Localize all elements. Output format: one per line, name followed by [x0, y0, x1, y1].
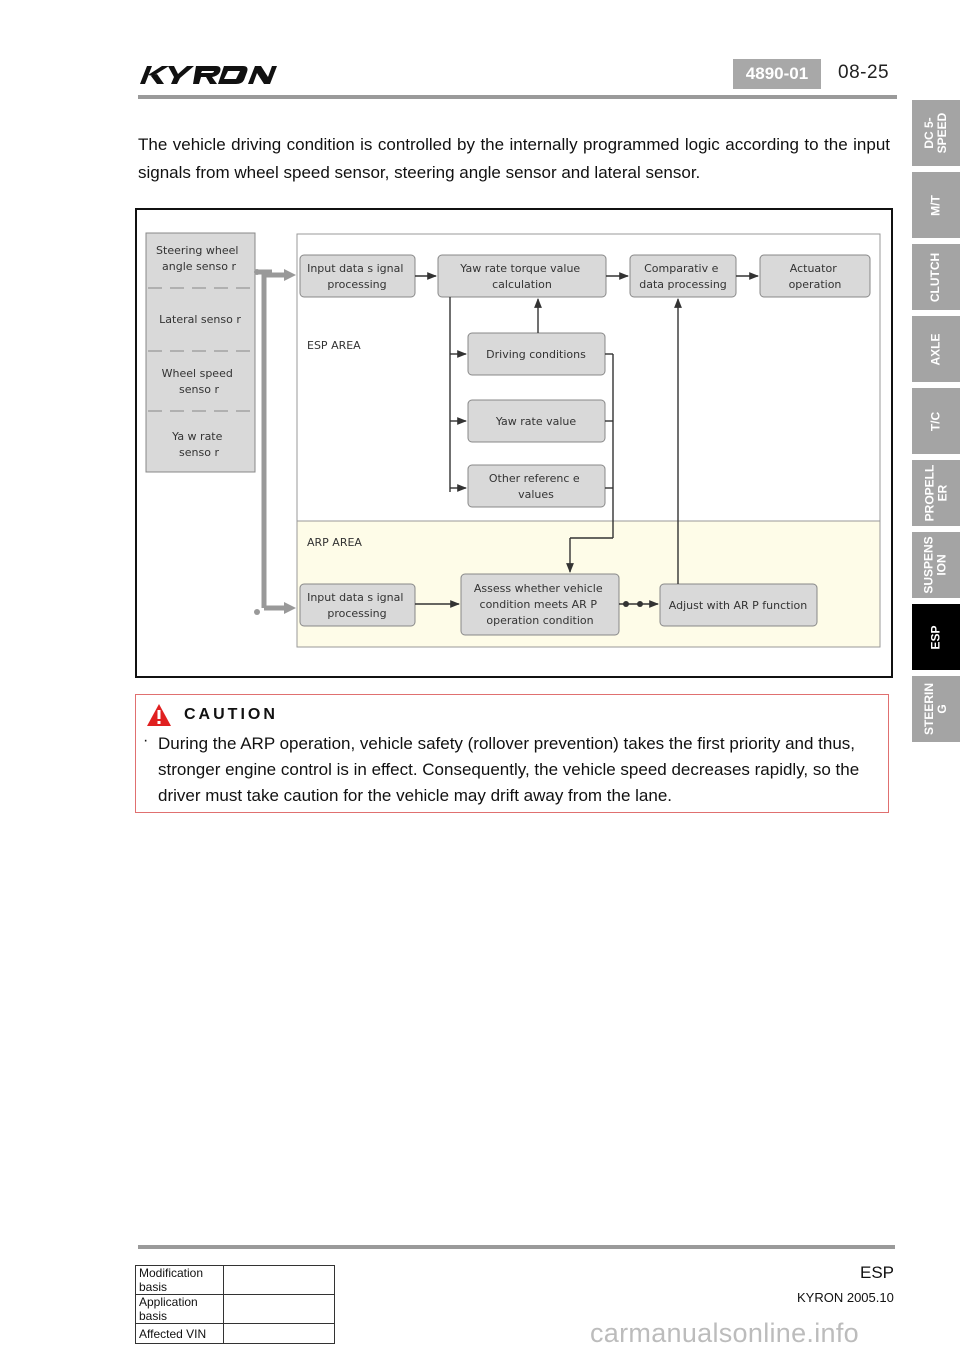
kyron-logo	[138, 62, 278, 88]
page-number: 08-25	[838, 62, 890, 83]
table-cell-label: Application basis	[136, 1295, 224, 1324]
intro-paragraph: The vehicle driving condition is controlled by the internally programmed logic according to the input signals from wheel speed sensor, steering angle sensor and lateral sensor.	[138, 135, 890, 182]
table-cell-value	[224, 1295, 335, 1324]
watermark-text: carmanualsonline.info	[590, 1318, 859, 1348]
actuator-operation-label: Actuator operation	[788, 262, 842, 291]
side-tab-steering[interactable]: STEERIN G	[912, 676, 960, 742]
esp-area-label: ESP AREA	[307, 339, 361, 352]
table-cell-value	[224, 1324, 335, 1344]
footer-divider	[138, 1245, 895, 1249]
arp-area-label: ARP AREA	[307, 536, 362, 549]
modification-table	[135, 1265, 335, 1344]
kyron-logo-graphic	[138, 62, 278, 88]
other-reference-label: Other referenc e values	[488, 472, 580, 501]
table-cell-label: Affected VIN	[136, 1324, 224, 1344]
table-row	[136, 1295, 335, 1324]
adjust-arp-function-label: Adjust with AR P function	[668, 599, 808, 612]
caution-text: During the ARP operation, vehicle safety (rollover prevention) takes the first priority and thus, stronger engine control is in effect. Consequently, the vehicle speed decreases rapidly, so the driver must take caution for the vehicle may drift away from the lane.	[158, 734, 860, 805]
side-tab-propeller[interactable]: PROPELL ER	[912, 460, 960, 526]
caution-title: CAUTION	[184, 706, 278, 723]
table-row	[136, 1266, 335, 1295]
sensor-steering-angle: Steering wheel angle senso r	[156, 244, 239, 273]
side-tab-dc5-speed[interactable]: DC 5- SPEED	[912, 100, 960, 166]
table-cell-value	[224, 1266, 335, 1295]
side-tab-mt[interactable]: M/T	[912, 172, 960, 238]
footer-section-name: ESP	[860, 1263, 895, 1282]
side-tab-esp[interactable]: ESP	[912, 604, 960, 670]
side-tab-clutch[interactable]: CLUTCH	[912, 244, 960, 310]
yaw-rate-value-label: Yaw rate value	[495, 415, 577, 428]
caution-bullet: ·	[143, 732, 149, 749]
table-row	[136, 1324, 335, 1344]
arp-input-processing-label: Input data s ignal processing	[307, 591, 404, 620]
sensor-yaw-rate: Ya w rate senso r	[172, 430, 223, 459]
document-code-badge: 4890-01	[733, 59, 821, 89]
table-cell-label: Modification basis	[136, 1266, 224, 1295]
warning-triangle-icon	[146, 703, 172, 727]
side-tab-axle[interactable]: AXLE	[912, 316, 960, 382]
footer-model-date: KYRON 2005.10	[797, 1290, 894, 1305]
esp-arp-flow-diagram	[135, 208, 893, 678]
side-tab-tc[interactable]: T/C	[912, 388, 960, 454]
esp-input-processing-label: Input data s ignal processing	[307, 262, 404, 291]
assess-arp-condition-label: Assess whether vehicle condition meets AR P operation condition	[473, 582, 603, 627]
driving-conditions-label: Driving conditions	[486, 348, 586, 361]
comparative-processing-label: Comparativ e data processing	[639, 262, 727, 291]
diagram-canvas	[135, 208, 893, 678]
sensor-wheel-speed: Wheel speed senso r	[161, 367, 233, 396]
header-divider	[138, 95, 897, 99]
yaw-torque-calc-label: Yaw rate torque value calculation	[460, 262, 581, 291]
side-tab-suspension[interactable]: SUSPENS ION	[912, 532, 960, 598]
sensor-lateral: Lateral senso r	[159, 313, 241, 326]
